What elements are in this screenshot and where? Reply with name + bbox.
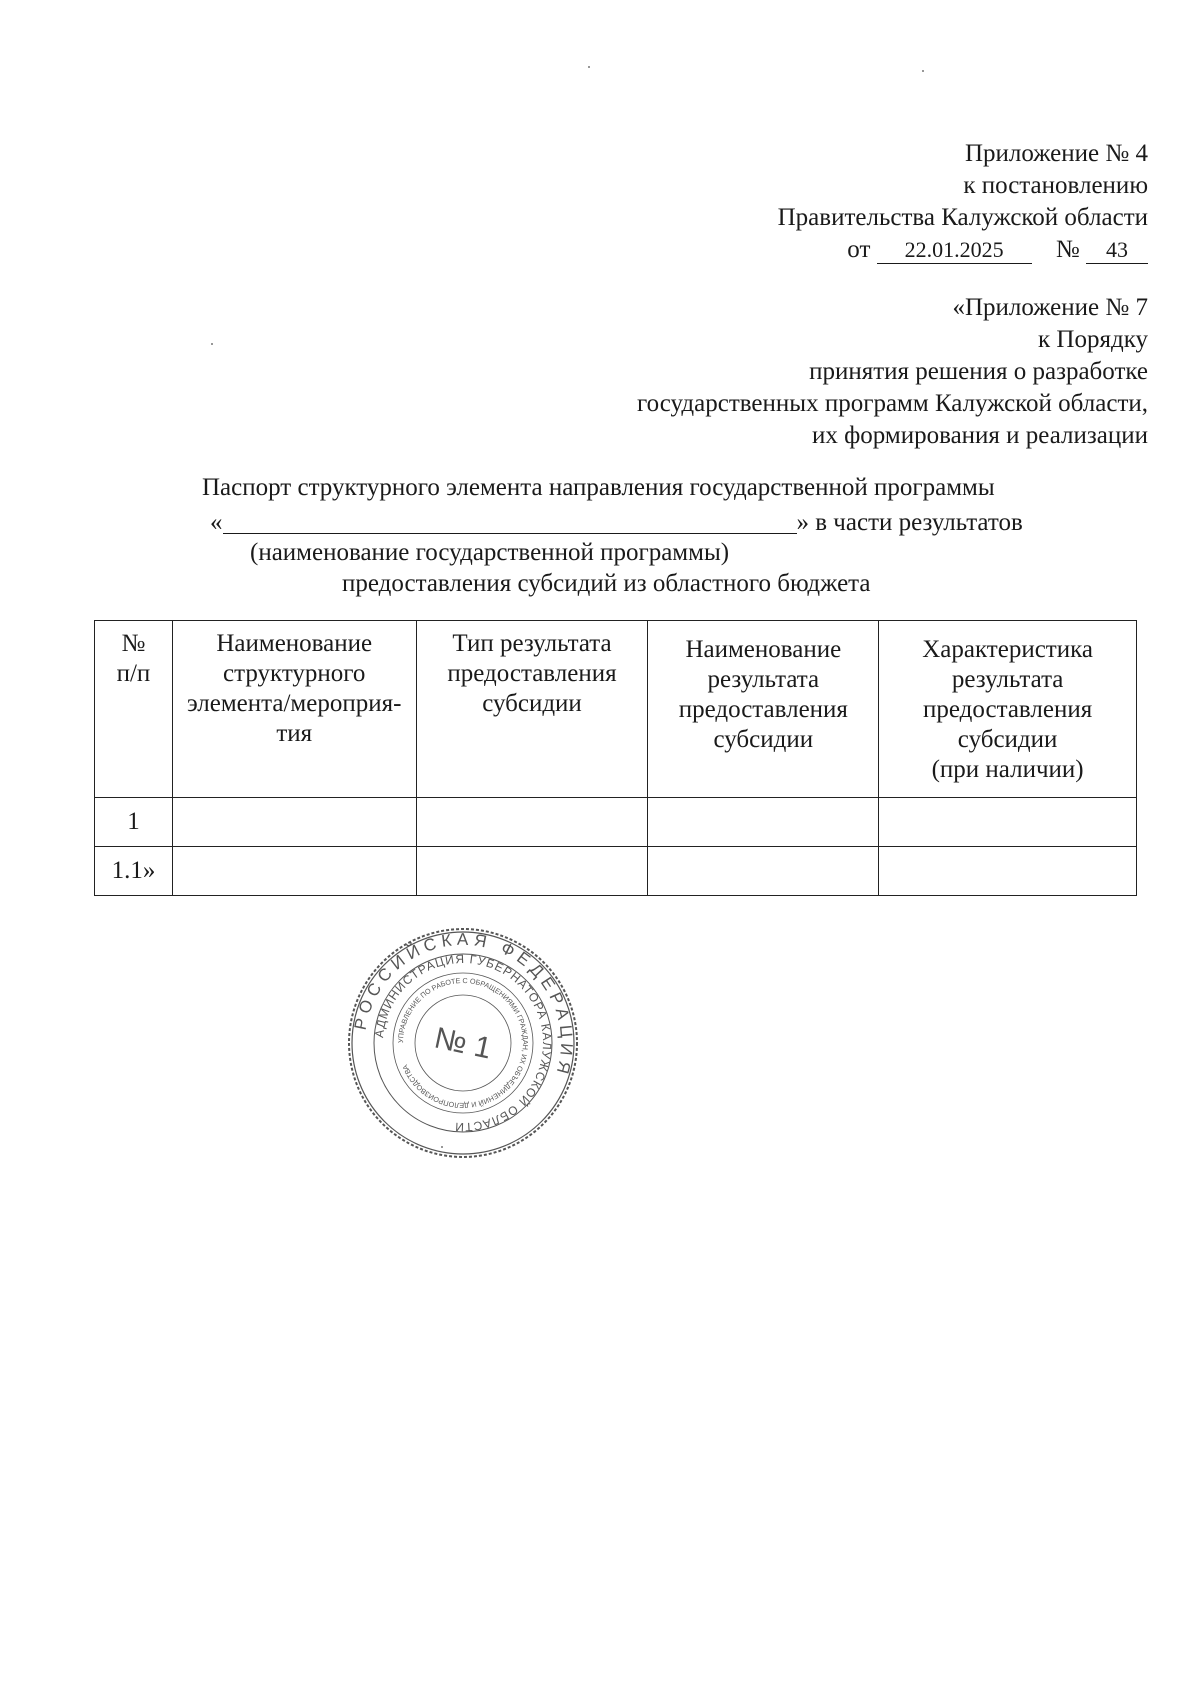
header-text: субсидии	[482, 690, 582, 717]
table-header-row	[95, 621, 1137, 798]
header-text: (при наличии)	[931, 756, 1084, 783]
appendix-4-line-3: Правительства Калужской области	[777, 204, 1148, 231]
header-result-type	[416, 621, 648, 798]
table-cell	[172, 798, 416, 847]
appendix-7-title: «Приложение № 7	[952, 294, 1148, 321]
appendix-7-line-3: принятия решения о разработке	[809, 358, 1148, 385]
appendix-7-block	[637, 292, 1148, 452]
passport-title-line-4: предоставления субсидий из областного бюджета	[342, 570, 871, 597]
passport-title-line-2-tail: » в части результатов	[796, 509, 1023, 536]
document-date: 22.01.2025	[877, 237, 1032, 264]
header-result-name	[648, 621, 879, 798]
table-cell	[879, 798, 1137, 847]
header-result-characteristic	[879, 621, 1137, 798]
date-prefix: от	[847, 236, 871, 263]
header-text: структурного	[223, 660, 366, 687]
header-text: Наименование	[216, 630, 373, 657]
appendix-7-line-4: государственных программ Калужской области,	[636, 390, 1148, 417]
appendix-4-block	[778, 138, 1148, 266]
table-cell: 1	[95, 798, 173, 847]
header-text: Наименование	[685, 636, 842, 663]
scan-speck	[211, 343, 213, 345]
header-element-name	[172, 621, 416, 798]
appendix-7-line-2: к Порядку	[1038, 326, 1148, 353]
seal-inner-text: УПРАВЛЕНИЕ ПО РАБОТЕ С ОБРАЩЕНИЯМИ ГРАЖДАН, ИХ ОБЪЕДИНЕНИЙ И ДЕЛОПРОИЗВОДСТВА	[395, 975, 531, 1111]
scan-speck	[922, 70, 924, 72]
header-text: элемента/мероприя-	[187, 690, 402, 717]
passport-title-line-2	[210, 507, 1023, 539]
appendix-4-date-line	[778, 234, 1148, 266]
table-row	[95, 847, 1137, 896]
header-text: п/п	[116, 660, 151, 687]
program-name-blank	[223, 509, 797, 534]
scan-speck	[441, 1146, 443, 1148]
program-name-caption: (наименование государственной программы)	[250, 539, 730, 566]
document-number: 43	[1086, 237, 1148, 264]
table-cell: 1.1»	[95, 847, 173, 896]
table-cell	[879, 847, 1137, 896]
number-sign: №	[1055, 236, 1080, 263]
open-quote: «	[210, 509, 223, 536]
seal-outer-text: РОССИЙСКАЯ ФЕДЕРАЦИЯ	[350, 929, 577, 1081]
appendix-4-line-2: к постановлению	[963, 172, 1148, 199]
header-text: результата	[951, 666, 1064, 693]
seal-center-text: № 1	[431, 1021, 495, 1066]
header-text: результата	[707, 666, 820, 693]
table-cell	[416, 847, 648, 896]
table-cell	[172, 847, 416, 896]
table-cell	[416, 798, 648, 847]
official-seal	[345, 925, 581, 1161]
header-text: субсидии	[713, 726, 814, 753]
header-text: Тип результата	[452, 630, 612, 657]
appendix-4-title: Приложение № 4	[964, 140, 1148, 167]
table-cell	[648, 847, 879, 896]
header-text: тия	[276, 720, 313, 747]
header-text: предоставления	[447, 660, 617, 687]
scan-speck	[588, 66, 590, 68]
table-row	[95, 798, 1137, 847]
header-number	[95, 621, 173, 798]
header-text: предоставления	[678, 696, 848, 723]
appendix-7-line-5: их формирования и реализации	[811, 422, 1148, 449]
header-text: №	[121, 630, 146, 657]
results-table	[94, 620, 1137, 896]
header-text: предоставления	[923, 696, 1093, 723]
header-text: Характеристика	[922, 636, 1093, 663]
seal-middle-text: АДМИНИСТРАЦИЯ ГУБЕРНАТОРА КАЛУЖСКОЙ ОБЛАСТИ	[372, 951, 555, 1135]
table-cell	[648, 798, 879, 847]
header-text: субсидии	[957, 726, 1058, 753]
passport-title-line-1: Паспорт структурного элемента направления государственной программы	[202, 474, 995, 501]
